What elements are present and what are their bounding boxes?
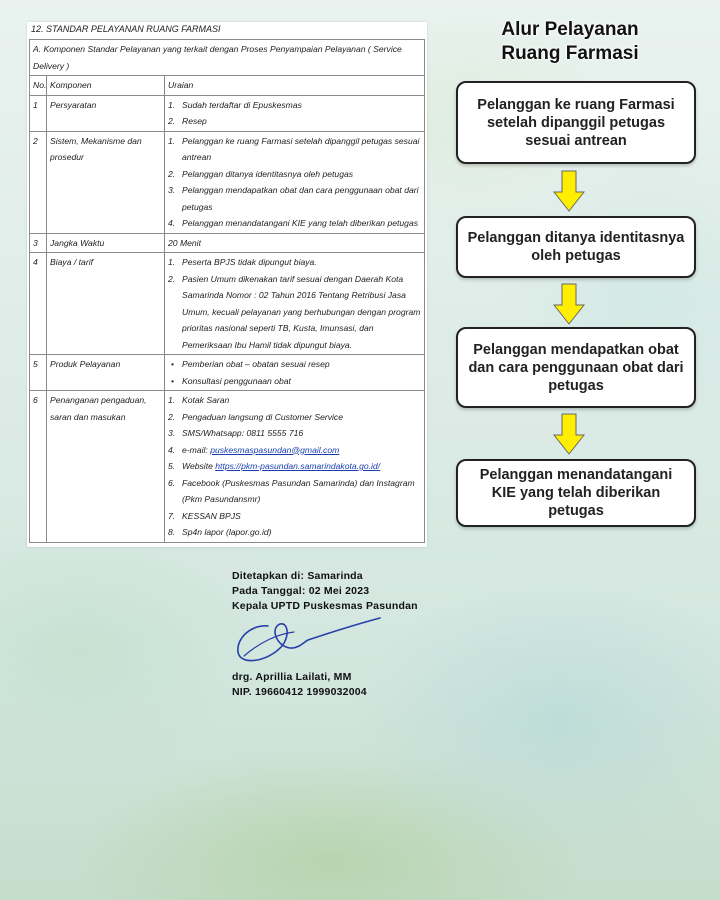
- down-arrow-icon: [553, 283, 585, 325]
- row-number: 1: [30, 95, 47, 131]
- list-item: Pasien Umum dikenakan tarif sesuai dengan Daerah Kota Samarinda Nomor : 02 Tahun 2016 Tentang Retribusi Jasa Umum, kecuali pelayanan yang berhubungan dengan program prioritas nasional seperti TB, Kusta, Imunsasi, dan Pemeriksaan Ibu Hamil tidak dipungut biaya.: [182, 273, 421, 350]
- flow-step-3: Pelanggan mendapatkan obat dan cara penggunaan obat dari petugas: [456, 327, 696, 408]
- list-item: Peserta BPJS tidak dipungut biaya.: [182, 257, 317, 267]
- list-item: Facebook (Puskesmas Pasundan Samarinda) dan Instagram (Pkm Pasundansmr): [182, 477, 415, 504]
- list-item: [182, 442, 421, 459]
- header-no: No.: [30, 76, 47, 96]
- row-component: Persyaratan: [47, 95, 165, 131]
- list-item: Pelanggan mendapatkan obat dan cara penggunaan obat dari petugas: [182, 185, 419, 212]
- website-link[interactable]: https://pkm-pasundan.samarindakota.go.id/: [215, 461, 381, 471]
- row-description: [165, 355, 425, 391]
- website-prefix: Website: [182, 461, 216, 471]
- handwritten-signature: [230, 612, 390, 670]
- flow-step-4: Pelanggan menandatangani KIE yang telah diberikan petugas: [456, 459, 696, 527]
- table-row: [30, 391, 425, 543]
- flow-title: [470, 18, 670, 66]
- signature-place: Ditetapkan di: Samarinda: [232, 570, 363, 582]
- table-row: [30, 253, 425, 355]
- section-title: A. Komponen Standar Pelayanan yang terkait dengan Proses Penyampaian Pelayanan ( Service Delivery ): [30, 40, 425, 76]
- signatory-name: drg. Aprillia Lailati, MM: [232, 671, 352, 683]
- list-item: [182, 458, 421, 475]
- header-description: Uraian: [165, 76, 425, 96]
- row-description: [165, 391, 425, 543]
- list-item: Pengaduan langsung di Customer Service: [182, 411, 343, 422]
- list-item: Sp4n lapor (lapor.go.id): [182, 527, 272, 537]
- table-row: [30, 131, 425, 233]
- email-link[interactable]: puskesmaspasundan@gmail.com: [210, 444, 340, 455]
- row-number: 6: [30, 391, 47, 543]
- row-description: [165, 95, 425, 131]
- row-number: 3: [30, 233, 47, 253]
- row-description: [165, 131, 425, 233]
- header-component: Komponen: [47, 76, 165, 96]
- list-item: KESSAN BPJS: [182, 510, 241, 521]
- service-standard-table: [29, 39, 425, 543]
- list-item: Pelanggan ke ruang Farmasi setelah dipanggil petugas sesuai antrean: [182, 135, 420, 162]
- row-component: Jangka Waktu: [47, 233, 165, 253]
- list-item: Resep: [182, 116, 207, 126]
- signature-date: Pada Tanggal: 02 Mei 2023: [232, 585, 370, 597]
- row-component: Penanganan pengaduan, saran dan masukan: [47, 391, 165, 543]
- row-number: 2: [30, 131, 47, 233]
- row-component: Sistem, Mekanisme dan prosedur: [47, 131, 165, 233]
- row-description: 20 Menit: [165, 233, 425, 253]
- service-standard-document: [27, 22, 427, 547]
- flow-step-1: Pelanggan ke ruang Farmasi setelah dipanggil petugas sesuai antrean: [456, 81, 696, 164]
- row-number: 5: [30, 355, 47, 391]
- list-item: Pelanggan menandatangani KIE yang telah diberikan petugas: [182, 218, 419, 228]
- signatory-nip: NIP. 19660412 1999032004: [232, 686, 367, 698]
- document-heading: 12. STANDAR PELAYANAN RUANG FARMASI: [31, 24, 221, 34]
- row-number: 4: [30, 253, 47, 355]
- table-row: [30, 233, 425, 253]
- bullet-item: • Pemberian obat – obatan sesuai resep: [182, 356, 421, 373]
- list-item: SMS/Whatsapp: 0811 5555 716: [182, 428, 304, 438]
- down-arrow-icon: [553, 170, 585, 212]
- flow-title-line2: Ruang Farmasi: [501, 43, 639, 64]
- table-row: [30, 95, 425, 131]
- section-title-row: [30, 40, 425, 76]
- row-component: Produk Pelayanan: [47, 355, 165, 391]
- signature-position: Kepala UPTD Puskesmas Pasundan: [232, 600, 418, 612]
- flow-title-line1: Alur Pelayanan: [501, 19, 639, 40]
- email-prefix: e-mail:: [182, 444, 211, 455]
- down-arrow-icon: [553, 413, 585, 455]
- header-row: [30, 76, 425, 96]
- list-item: Pelanggan ditanya identitasnya oleh petugas: [182, 168, 354, 179]
- list-item: Sudah terdaftar di Epuskesmas: [182, 99, 302, 110]
- list-item: Kotak Saran: [182, 395, 230, 405]
- row-description: [165, 253, 425, 355]
- flow-step-2: Pelanggan ditanya identitasnya oleh petugas: [456, 216, 696, 278]
- bullet-item: • Konsultasi penggunaan obat: [182, 373, 421, 390]
- table-row: [30, 355, 425, 391]
- row-component: Biaya / tarif: [47, 253, 165, 355]
